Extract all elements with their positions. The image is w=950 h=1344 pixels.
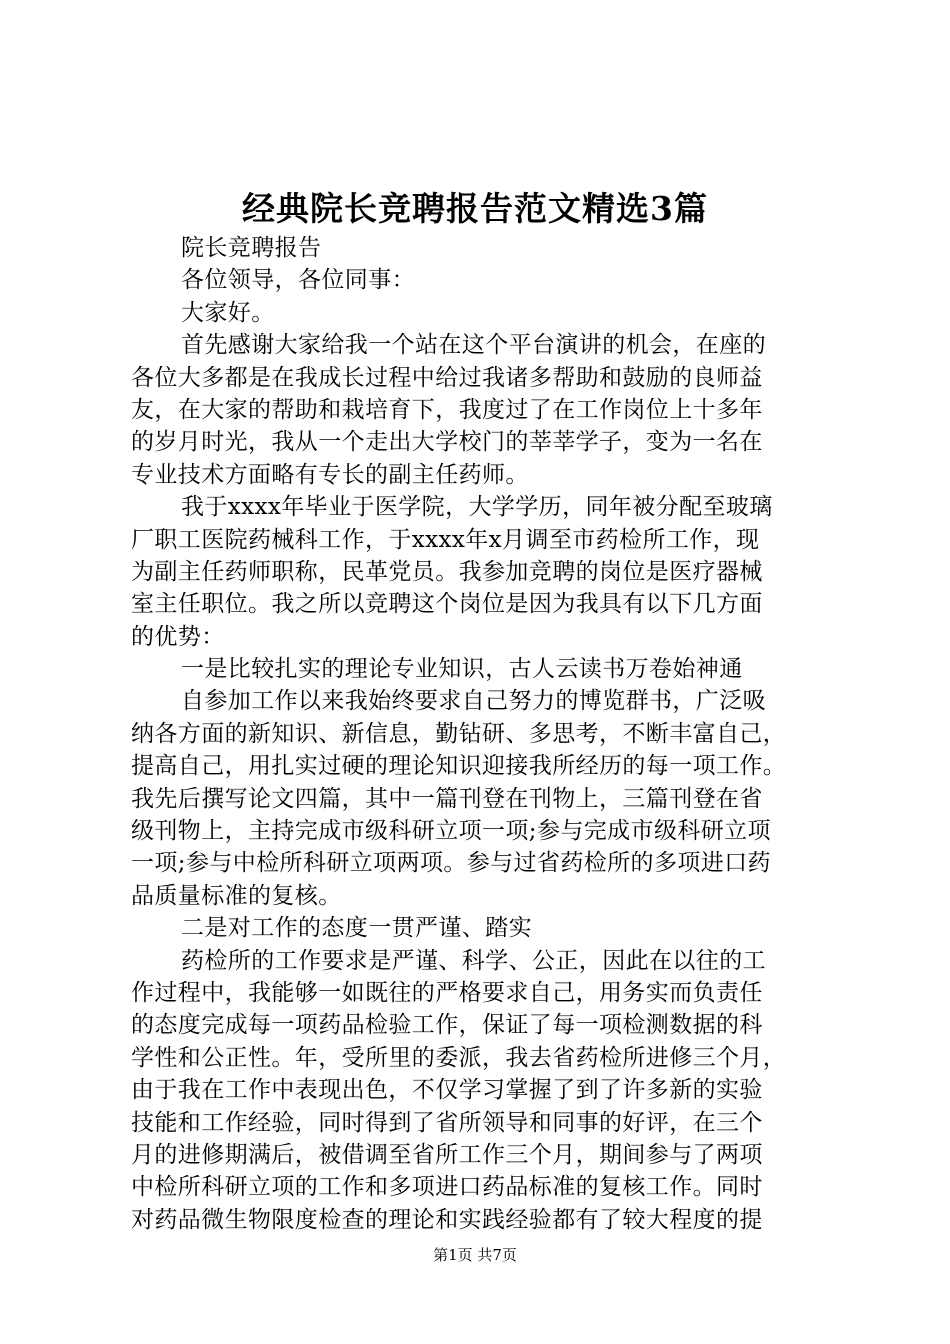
body-line: 首先感谢大家给我一个站在这个平台演讲的机会，在座的 (181, 332, 766, 359)
body-line: 一是比较扎实的理论专业知识，古人云读书万卷始神通 (181, 656, 743, 683)
body-line: 自参加工作以来我始终要求自己努力的博览群书，广泛吸 (181, 688, 766, 715)
body-line: 大家好。 (181, 299, 275, 326)
body-line: 专业技术方面略有专长的副主任药师。 (131, 461, 529, 488)
body-line: 对药品微生物限度检查的理论和实践经验都有了较大程度的提 (131, 1206, 763, 1233)
body-line: 的优势： (131, 623, 225, 650)
body-line: 二是对工作的态度一贯严谨、踏实 (181, 915, 532, 942)
document-body (131, 232, 831, 1236)
body-line: 提高自己，用扎实过硬的理论知识迎接我所经历的每一项工作。 (131, 753, 787, 780)
body-line: 各位领导，各位同事： (181, 267, 415, 294)
body-line: 药检所的工作要求是严谨、科学、公正，因此在以往的工 (181, 947, 766, 974)
body-line: 作过程中，我能够一如既往的严格要求自己，用务实而负责任 (131, 979, 763, 1006)
body-line: 友，在大家的帮助和栽培育下，我度过了在工作岗位上十多年 (131, 396, 763, 423)
body-line: 技能和工作经验，同时得到了省所领导和同事的好评，在三个 (131, 1109, 763, 1136)
body-line: 中检所科研立项的工作和多项进口药品标准的复核工作。同时 (131, 1174, 763, 1201)
body-line: 纳各方面的新知识、新信息，勤钻研、多思考，不断丰富自己， (131, 720, 787, 747)
body-line: 一项;参与中检所科研立项两项。参与过省药检所的多项进口药 (131, 850, 771, 877)
body-line: 学性和公正性。年，受所里的委派，我去省药检所进修三个月， (131, 1044, 787, 1071)
body-line: 月的进修期满后，被借调至省所工作三个月，期间参与了两项 (131, 1141, 763, 1168)
body-line: 我于xxxx年毕业于医学院，大学学历，同年被分配至玻璃 (181, 494, 773, 521)
body-line: 为副主任药师职称，民革党员。我参加竞聘的岗位是医疗器械 (131, 558, 763, 585)
page-footer: 第1页 共7页 (433, 1246, 517, 1264)
body-line: 由于我在工作中表现出色，不仅学习掌握了到了许多新的实验 (131, 1077, 763, 1104)
body-line: 室主任职位。我之所以竞聘这个岗位是因为我具有以下几方面 (131, 591, 763, 618)
body-line: 厂职工医院药械科工作，于xxxx年x月调至市药检所工作，现 (131, 526, 760, 553)
body-line: 级刊物上，主持完成市级科研立项一项;参与完成市级科研立项 (131, 818, 771, 845)
body-line: 各位大多都是在我成长过程中给过我诸多帮助和鼓励的良师益 (131, 364, 763, 391)
document-title: 经典院长竞聘报告范文精选3篇 (242, 189, 708, 228)
body-line: 我先后撰写论文四篇，其中一篇刊登在刊物上，三篇刊登在省 (131, 785, 763, 812)
body-line: 的态度完成每一项药品检验工作，保证了每一项检测数据的科 (131, 1012, 763, 1039)
body-line: 院长竞聘报告 (181, 235, 322, 261)
body-line: 的岁月时光，我从一个走出大学校门的莘莘学子，变为一名在 (131, 429, 763, 456)
body-line: 品质量标准的复核。 (131, 882, 342, 909)
